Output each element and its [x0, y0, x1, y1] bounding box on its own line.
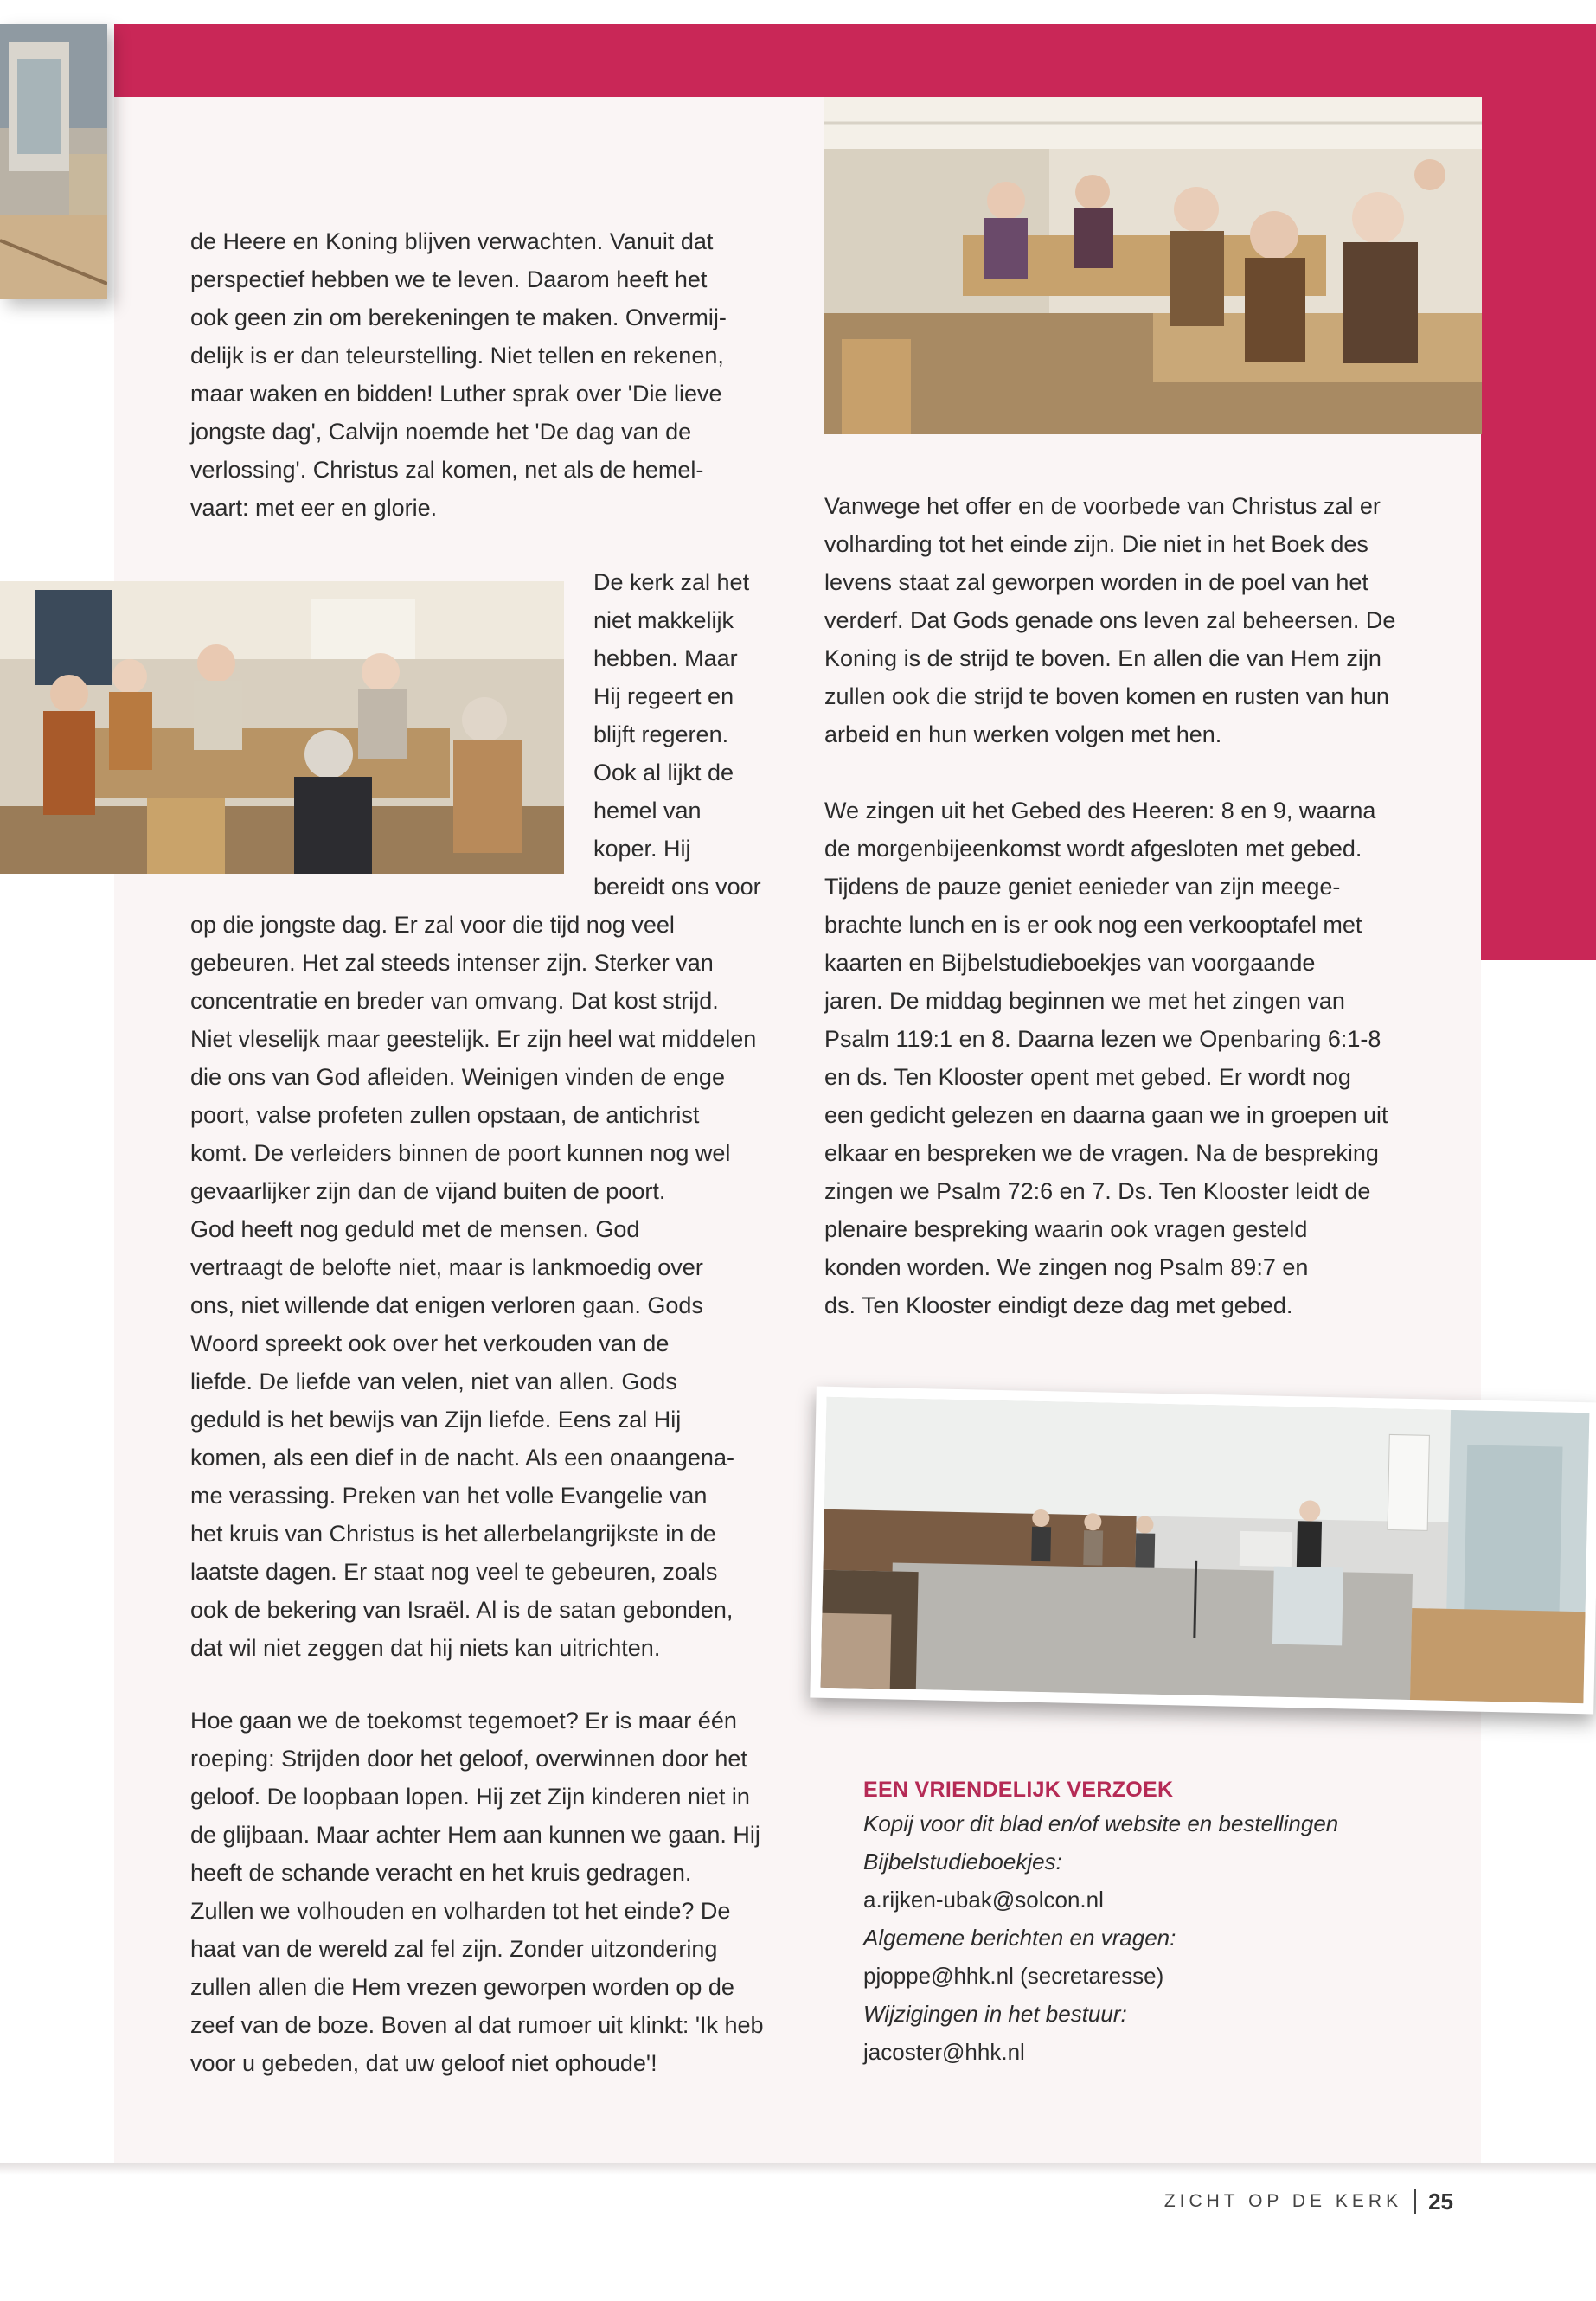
page-number: 25 — [1428, 2188, 1453, 2214]
footer — [1125, 2184, 1453, 2219]
right-paragraph-2: We zingen uit het Gebed des Heeren: 8 en 9, waarna de morgenbijeenkomst wordt afgesloten met gebed. Tijdens de pauze geniet eenieder van zijn meege- brachte lunch en is er ook nog een verkooptafel met kaarten en Bijbelstudieboekjes van voorgaande jaren. De middag beginnen we met het zingen van Psalm 119:1 en 8. Daarna lezen we Openbaring 6:1-8 en ds. Ten Klooster opent met gebed. Er wordt nog een gedicht gelezen en daarna gaan we in groepen uit elkaar en bespreken we de vragen. Na de bespreking zingen we Psalm 72:6 en 7. Ds. Ten Klooster leidt de plenaire bespreking waarin ook vragen gesteld konden worden. We zingen nog Psalm 89:7 en ds. Ten Klooster eindigt deze dag met gebed. — [824, 798, 1388, 1318]
left-paragraph-2-rest: op die jongste dag. Er zal voor die tijd nog veel gebeuren. Het zal steeds intenser zijn. Sterker van concentratie en breder van omvang. Dat kost strijd. Niet vleselijk maar geestelijk. Er zijn heel wat middelen die ons van God afleiden. Weinigen vinden de enge poort, valse profeten zullen opstaan, de antichrist komt. De verleiders binnen de poort kunnen nog wel gevaarlijker zijn dan de vijand buiten de poort. God heeft nog geduld met de mensen. God vertraagt de belofte niet, maar is lankmoedig over ons, niet willende dat enigen verloren gaan. Gods Woord spreekt ook over het verkouden van de liefde. De liefde van velen, niet van allen. Gods geduld is het bewijs van Zijn liefde. Eens zal Hij komen, als een dief in de nacht. Als een onaangena- me verassing. Preken van het volle Evangelie van het kruis van Christus is het allerbelangrijkste in de laatste dagen. Er staat nog veel te gebeuren, zoals ook de bekering van Israël. Al is de satan gebonden, dat wil niet zeggen dat hij niets kan uitrichten. — [190, 912, 757, 1661]
notice-email-copy[interactable]: a.rijken-ubak@solcon.nl — [863, 1887, 1104, 1913]
footer-separator — [1414, 2189, 1416, 2214]
notice-heading: EEN VRIENDELIJK VERZOEK — [863, 1778, 1174, 1802]
notice-email-board[interactable]: jacoster@hhk.nl — [863, 2039, 1025, 2065]
notice-email-secretary[interactable]: pjoppe@hhk.nl (secretaresse) — [863, 1963, 1164, 1989]
left-paragraph-3: Hoe gaan we de toekomst tegemoet? Er is maar één roeping: Strijden door het geloof, overwinnen door het geloof. De loopbaan lopen. Hij zet Zijn kinderen niet in de glijbaan. Maar achter Hem aan kunnen we gaan. Hij heeft de schande veracht en het kruis gedragen. Zullen we volhouden en volharden tot het einde? De haat van de wereld zal fel zijn. Zonder uitzondering zullen allen die Hem vrezen geworpen worden op de zeef van de boze. Boven al dat rumoer uit klinkt: 'Ik heb voor u gebeden, dat uw geloof niet ophoude'! — [190, 1708, 764, 2076]
footer-divider — [0, 2163, 1596, 2175]
notice-general-label: Algemene berichten en vragen: — [863, 1925, 1176, 1951]
meeting-photo-middle-image — [0, 581, 564, 874]
footer-magazine-title: ZICHT OP DE KERK — [1163, 2191, 1403, 2211]
header-accent-band — [114, 24, 1596, 97]
left-paragraph-2-wrap: De kerk zal het niet makkelijk hebben. Maar Hij regeert en blijft regeren. Ook al lijkt de hemel van koper. Hij bereidt ons voor — [593, 569, 761, 900]
corner-photo-image — [0, 24, 107, 299]
left-paragraph-1: de Heere en Koning blijven verwachten. Vanuit dat perspectief hebben we te leven. Daarom heeft het ook geen zin om berekeningen te maken. Onvermij- delijk is er dan teleurstelling. Niet tellen en rekenen, maar waken en bidden! Luther sprak over 'Die lieve jongste dag', Calvijn noemde het 'De dag van de verlossing'. Christus zal komen, net als de hemel- vaart: met eer en glorie. — [190, 228, 727, 521]
notice-booklets-label: Bijbelstudieboekjes: — [863, 1849, 1062, 1875]
notice-copy-label: Kopij voor dit blad en/of website en bestellingen — [863, 1811, 1339, 1836]
corner-photo — [0, 24, 107, 299]
meeting-photo-top — [824, 97, 1482, 434]
meeting-photo-top-image — [824, 97, 1482, 434]
church-photo — [810, 1387, 1596, 1715]
right-accent-band — [1481, 24, 1596, 960]
notice-block — [863, 1778, 1469, 2071]
meeting-photo-middle — [0, 581, 564, 874]
right-paragraph-1: Vanwege het offer en de voorbede van Christus zal er volharding tot het einde zijn. Die niet in het Boek des levens staat zal geworpen worden in de poel van het verderf. Dat Gods genade ons leven zal beheersen. De Koning is de strijd te boven. En allen die van Hem zijn zullen ook die strijd te boven komen en rusten van hun arbeid en hun werken volgen met hen. — [824, 493, 1396, 747]
church-photo-image — [821, 1397, 1590, 1703]
notice-board-label: Wijzigingen in het bestuur: — [863, 2001, 1127, 2027]
